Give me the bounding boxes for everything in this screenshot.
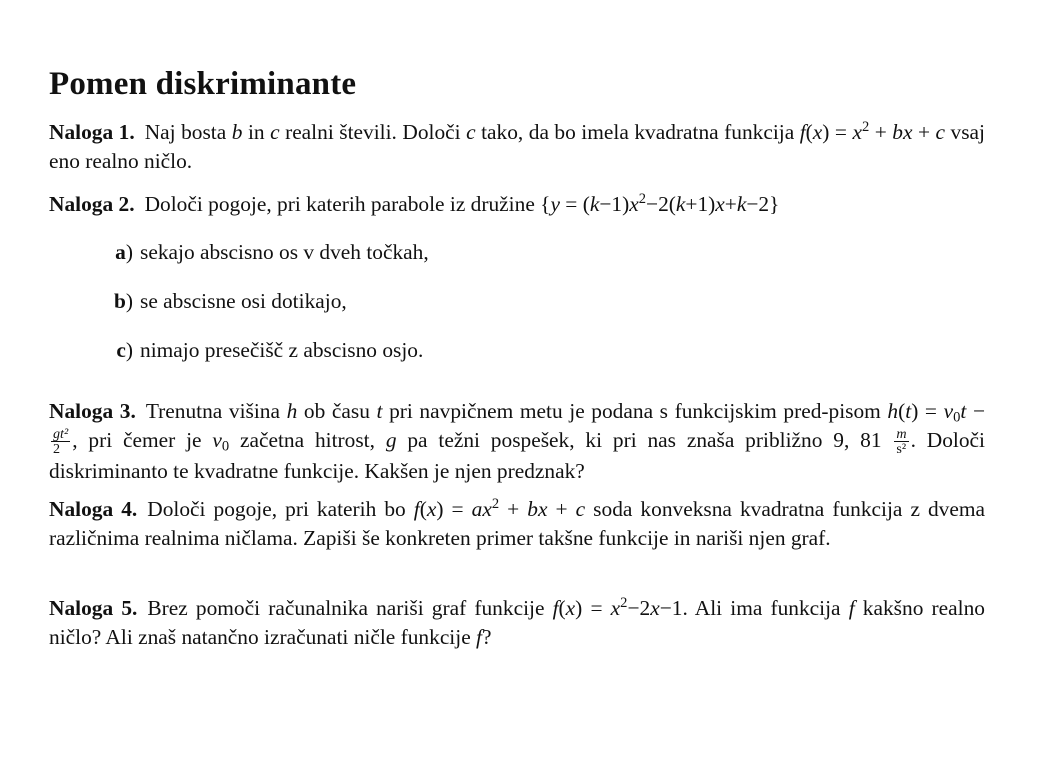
text-run: tako, da bo imela kvadratna funkcija <box>475 120 800 144</box>
math-symbol: c <box>270 120 280 144</box>
math-symbol: c <box>466 120 476 144</box>
task-text <box>145 192 780 216</box>
math-superscript: 2 <box>861 119 870 135</box>
task-label: Naloga 1. <box>49 120 135 144</box>
math-superscript: 2 <box>620 595 628 611</box>
math-symbol: h <box>286 399 298 423</box>
text-run: Določi pogoje, pri katerih parabole iz družine { <box>144 192 551 216</box>
math-symbol: f <box>848 596 855 620</box>
text-run: = ( <box>559 192 590 216</box>
math-fraction <box>894 427 908 458</box>
subitem-label: c) <box>116 338 133 362</box>
math-fraction <box>51 427 70 458</box>
text-run: začetna hitrost, <box>229 428 386 452</box>
math-symbol: x <box>565 596 576 620</box>
text-run: vsaj eno realno ničlo. <box>49 120 985 173</box>
text-run: Brez pomoči računalnika nariši graf funkcije <box>147 596 553 620</box>
math-symbol: t <box>960 399 967 423</box>
math-symbol: bx <box>527 497 548 521</box>
text-run: pa težni pospešek, ki pri nas znaša približno 9, 81 <box>396 428 893 452</box>
text-run: −1. Ali ima funkcija <box>659 596 849 620</box>
task-label: Naloga 5. <box>49 596 138 620</box>
text-run: ob času <box>297 399 377 423</box>
text-run: +1) <box>685 192 716 216</box>
task-label: Naloga 2. <box>49 192 135 216</box>
math-symbol: ax <box>471 497 492 521</box>
fraction-denominator: s² <box>896 441 907 458</box>
task-5 <box>49 594 985 652</box>
math-symbol: x <box>629 192 639 216</box>
fraction-numerator: gt² <box>53 425 69 442</box>
text-run: pri navpičnem metu je podana s funkcijskim pred-pisom <box>382 399 888 423</box>
math-symbol: k <box>736 192 747 216</box>
math-symbol: x <box>426 497 437 521</box>
text-run: − <box>966 399 986 423</box>
text-run: −1) <box>599 192 630 216</box>
text-run: −2( <box>646 192 676 216</box>
text-run: kakšno realno ničlo? Ali znaš natančno izračunati ničle funkcije <box>49 596 985 649</box>
math-symbol: x <box>650 596 660 620</box>
text-run: Naj bosta <box>144 120 232 144</box>
text-run: −2} <box>746 192 780 216</box>
math-symbol: b <box>231 120 243 144</box>
text-run: ) = <box>911 399 944 423</box>
task-label: Naloga 4. <box>49 497 138 521</box>
math-symbol: c <box>935 120 946 144</box>
subitem-text: sekajo abscisno os v dveh točkah, <box>140 240 429 264</box>
math-symbol: x <box>715 192 725 216</box>
subitem-c <box>99 336 423 365</box>
math-symbol: k <box>675 192 686 216</box>
text-run: ) = <box>822 120 853 144</box>
task-text <box>49 120 985 173</box>
text-run: Določi pogoje, pri katerih bo <box>147 497 414 521</box>
math-superscript: 2 <box>491 496 500 512</box>
text-run: , pri čemer je <box>72 428 213 452</box>
task-3 <box>49 397 985 486</box>
task-label: Naloga 3. <box>49 399 136 423</box>
math-symbol: x <box>812 120 823 144</box>
text-run: ) = <box>436 497 472 521</box>
text-run: soda konveksna kvadratna funkcija z dvema različnima realnima ničlama. Zapiši še konkreten primer takšne funkcije in nariši njen graf. <box>49 497 985 550</box>
math-symbol: bx <box>892 120 913 144</box>
math-symbol: x <box>852 120 862 144</box>
text-run: + <box>724 192 737 216</box>
text-run: ( <box>805 120 813 144</box>
text-run: . Določi diskriminanto te kvadratne funkcije. Kakšen je njen predznak? <box>49 428 985 484</box>
text-run: ? <box>482 625 492 649</box>
task-text <box>49 596 985 649</box>
text-run: in <box>242 120 271 144</box>
math-symbol: y <box>550 192 560 216</box>
subitem-label: a) <box>115 240 133 264</box>
page-title: Pomen diskriminante <box>49 66 357 102</box>
task-4 <box>49 495 985 553</box>
fraction-numerator: m <box>896 425 907 442</box>
text-run: + <box>499 497 528 521</box>
task-text <box>49 399 985 483</box>
subitem-b <box>99 287 347 316</box>
math-symbol: k <box>589 192 600 216</box>
text-run: ( <box>558 596 566 620</box>
task-text <box>49 497 985 550</box>
text-run: −2 <box>627 596 651 620</box>
math-symbol: f <box>413 497 420 521</box>
math-symbol: g <box>385 428 397 452</box>
math-symbol: v <box>212 428 222 452</box>
text-run: ( <box>419 497 427 521</box>
math-superscript: 2 <box>638 191 646 207</box>
subitem-text: nimajo presečišč z abscisno osjo. <box>140 338 424 362</box>
text-run: ) = <box>575 596 611 620</box>
subitem-label: b) <box>113 289 133 313</box>
text-run: + <box>869 120 893 144</box>
math-symbol: x <box>610 596 621 620</box>
math-symbol: f <box>476 625 482 649</box>
math-symbol: h <box>887 399 899 423</box>
text-run: realni števili. Določi <box>279 120 467 144</box>
subitem-a <box>99 238 429 267</box>
subitem-text: se abscisne osi dotikajo, <box>140 289 347 313</box>
task-2 <box>49 190 985 219</box>
text-run: ( <box>898 399 906 423</box>
math-subscript: 0 <box>953 409 961 426</box>
fraction-denominator: 2 <box>53 441 61 458</box>
math-symbol: c <box>575 497 586 521</box>
math-symbol: f <box>552 596 559 620</box>
math-subscript: 0 <box>221 438 230 455</box>
math-symbol: t <box>376 399 383 423</box>
math-symbol: t <box>905 399 912 423</box>
math-symbol: v <box>943 399 954 423</box>
task-1 <box>49 118 985 176</box>
text-run: + <box>547 497 576 521</box>
math-symbol: f <box>799 120 806 144</box>
text-run: + <box>912 120 936 144</box>
text-run: Trenutna višina <box>145 399 287 423</box>
